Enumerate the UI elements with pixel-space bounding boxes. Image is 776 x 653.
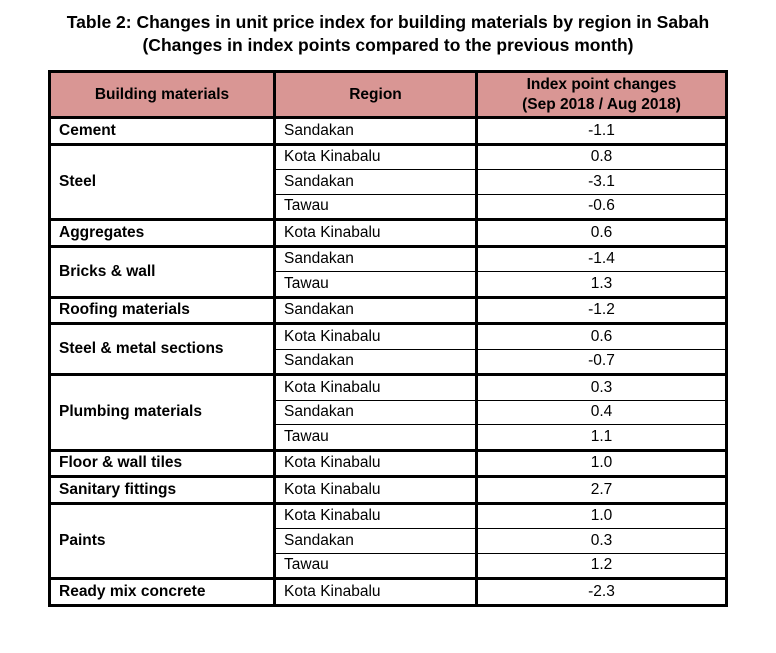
region-cell: Kota Kinabalu: [275, 144, 477, 170]
region-cell: Kota Kinabalu: [275, 450, 477, 477]
material-cell: Paints: [50, 503, 275, 579]
table-caption: [10, 11, 766, 57]
table-row: [50, 477, 727, 504]
material-cell: Sanitary fittings: [50, 477, 275, 504]
region-cell: Tawau: [275, 553, 477, 579]
index-change-cell: 0.3: [477, 529, 727, 554]
region-cell: Sandakan: [275, 400, 477, 425]
region-cell: Sandakan: [275, 297, 477, 324]
region-cell: Kota Kinabalu: [275, 503, 477, 529]
region-cell: Sandakan: [275, 170, 477, 195]
index-change-cell: -1.1: [477, 118, 727, 145]
material-cell: Bricks & wall: [50, 246, 275, 297]
index-change-cell: 0.6: [477, 220, 727, 247]
caption-line-2: (Changes in index points compared to the previous month): [142, 35, 634, 56]
material-cell: Ready mix concrete: [50, 579, 275, 606]
region-cell: Sandakan: [275, 118, 477, 145]
col-header-index-changes-line1: Index point changes: [526, 76, 677, 94]
index-change-cell: 1.1: [477, 425, 727, 451]
header-row: [50, 72, 727, 118]
index-change-cell: 1.0: [477, 450, 727, 477]
col-header-index-point-changes: [477, 72, 727, 118]
index-change-cell: 2.7: [477, 477, 727, 504]
index-change-cell: 1.3: [477, 272, 727, 298]
index-change-cell: 0.4: [477, 400, 727, 425]
caption-line-1: Table 2: Changes in unit price index for building materials by region in Sabah: [66, 12, 710, 32]
material-cell: Floor & wall tiles: [50, 450, 275, 477]
index-change-cell: -1.2: [477, 297, 727, 324]
col-header-region: Region: [275, 72, 477, 118]
material-cell: Cement: [50, 118, 275, 145]
material-cell: Aggregates: [50, 220, 275, 247]
index-change-cell: -1.4: [477, 246, 727, 272]
index-change-cell: 0.8: [477, 144, 727, 170]
material-cell: Steel & metal sections: [50, 324, 275, 375]
table-row: [50, 220, 727, 247]
region-cell: Kota Kinabalu: [275, 220, 477, 247]
region-cell: Sandakan: [275, 246, 477, 272]
table-row: [50, 579, 727, 606]
material-cell: Roofing materials: [50, 297, 275, 324]
index-change-cell: -0.6: [477, 194, 727, 220]
table-row: [50, 144, 727, 170]
region-cell: Tawau: [275, 425, 477, 451]
table-row: [50, 297, 727, 324]
index-change-cell: 0.3: [477, 375, 727, 401]
table-row: [50, 503, 727, 529]
table-row: [50, 118, 727, 145]
index-change-cell: -0.7: [477, 349, 727, 375]
region-cell: Tawau: [275, 194, 477, 220]
region-cell: Kota Kinabalu: [275, 477, 477, 504]
col-header-index-changes-line2: (Sep 2018 / Aug 2018): [522, 95, 681, 113]
region-cell: Sandakan: [275, 349, 477, 375]
index-change-cell: 1.2: [477, 553, 727, 579]
index-change-cell: 0.6: [477, 324, 727, 350]
region-cell: Tawau: [275, 272, 477, 298]
table-row: [50, 450, 727, 477]
index-change-cell: 1.0: [477, 503, 727, 529]
index-change-cell: -3.1: [477, 170, 727, 195]
table-row: [50, 246, 727, 272]
material-cell: Steel: [50, 144, 275, 220]
region-cell: Kota Kinabalu: [275, 324, 477, 350]
region-cell: Kota Kinabalu: [275, 579, 477, 606]
material-cell: Plumbing materials: [50, 375, 275, 451]
region-cell: Sandakan: [275, 529, 477, 554]
region-cell: Kota Kinabalu: [275, 375, 477, 401]
table-row: [50, 324, 727, 350]
table-row: [50, 375, 727, 401]
index-change-cell: -2.3: [477, 579, 727, 606]
col-header-building-materials: Building materials: [50, 72, 275, 118]
price-index-table: [48, 70, 728, 607]
